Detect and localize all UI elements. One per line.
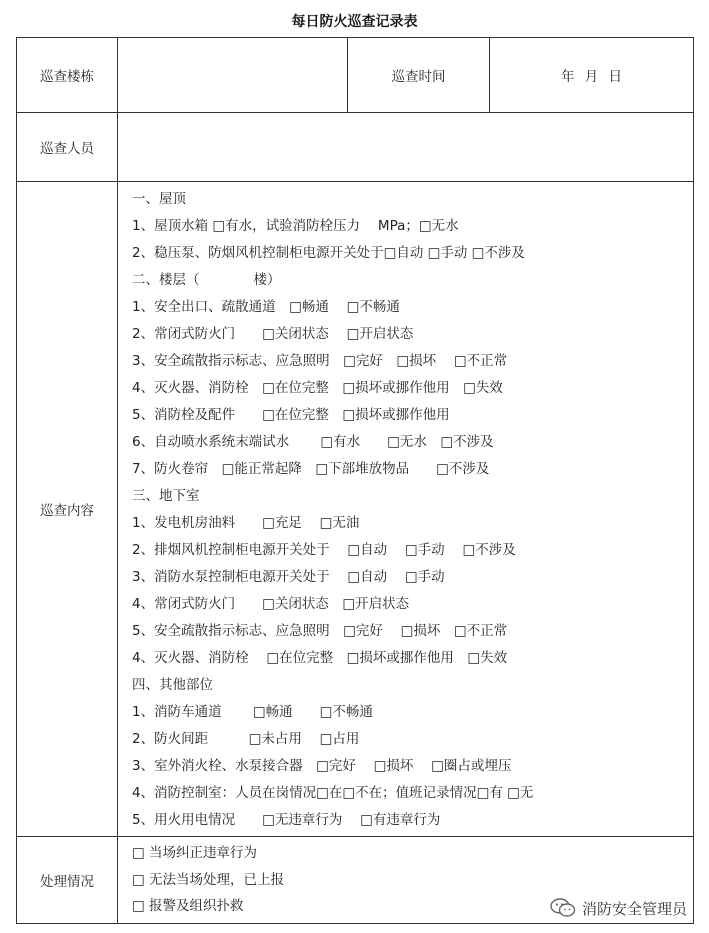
item-basement-fuel[interactable]: 1、发电机房油料 □充足 □无油 [132,515,360,531]
item-other-outdoor-hydrant[interactable]: 3、室外消火栓、水泵接合器 □完好 □损坏 □圈占或埋压 [132,758,512,774]
patrol-record-table [16,37,694,924]
building-value-field[interactable] [118,38,348,113]
handling-option-alarm[interactable]: □ 报警及组织扑救 [132,898,244,914]
item-other-control-room[interactable]: 4、消防控制室：人员在岗情况□在□不在；值班记录情况□有 □无 [132,785,534,801]
section-floor: 二、楼层（ 楼） [132,272,281,288]
section-basement: 三、地下室 [132,488,200,504]
person-value-field[interactable] [118,113,694,182]
date-day: 日 [608,69,623,85]
row-content [17,182,694,837]
content-label: 巡查内容 [17,182,118,837]
item-other-spacing[interactable]: 2、防火间距 □未占用 □占用 [132,731,360,747]
item-floor-door[interactable]: 2、常闭式防火门 □关闭状态 □开启状态 [132,326,414,342]
time-label: 巡查时间 [348,38,490,113]
person-label: 巡查人员 [17,113,118,182]
item-basement-extinguisher[interactable]: 4、灭火器、消防栓 □在位完整 □损坏或挪作他用 □失效 [132,650,508,666]
item-basement-signs[interactable]: 5、安全疏散指示标志、应急照明 □完好 □损坏 □不正常 [132,623,508,639]
date-field[interactable] [490,38,694,113]
section-other: 四、其他部位 [132,677,213,693]
handling-label: 处理情况 [17,837,118,924]
section-roof: 一、屋顶 [132,191,186,207]
document-title: 每日防火巡查记录表 [291,14,418,30]
wechat-logo-icon [550,898,576,918]
item-other-fire-electric[interactable]: 5、用火用电情况 □无违章行为 □有违章行为 [132,812,441,828]
item-floor-sprinkler[interactable]: 6、自动喷水系统末端试水 □有水 □无水 □不涉及 [132,434,494,450]
handling-option-report[interactable]: □ 无法当场处理，已上报 [132,871,285,888]
handling-option-correct[interactable]: □ 当场纠正违章行为 [132,845,258,861]
item-roof-pump[interactable]: 2、稳压泵、防烟风机控制柜电源开关处于□自动 □手动 □不涉及 [132,245,525,261]
item-floor-exit[interactable]: 1、安全出口、疏散通道 □畅通 □不畅通 [132,299,400,315]
row-building-time [17,38,694,113]
building-label: 巡查楼栋 [17,38,118,113]
date-month: 月 [584,69,599,85]
item-roof-tank[interactable]: 1、屋顶水箱 □有水，试验消防栓压力 MPa；□无水 [132,218,459,234]
item-floor-signs[interactable]: 3、安全疏散指示标志、应急照明 □完好 □损坏 □不正常 [132,353,508,369]
content-items [118,182,694,837]
item-basement-fan[interactable]: 2、排烟风机控制柜电源开关处于 □自动 □手动 □不涉及 [132,542,516,558]
row-person [17,113,694,182]
item-floor-hydrant[interactable]: 5、消防栓及配件 □在位完整 □损坏或挪作他用 [132,407,450,423]
watermark-text: 消防安全管理员 [581,899,687,918]
item-floor-extinguisher[interactable]: 4、灭火器、消防栓 □在位完整 □损坏或挪作他用 □失效 [132,380,503,396]
item-floor-shutter[interactable]: 7、防火卷帘 □能正常起降 □下部堆放物品 □不涉及 [132,461,490,477]
watermark [550,897,687,919]
item-basement-pump[interactable]: 3、消防水泵控制柜电源开关处于 □自动 □手动 [132,569,445,585]
item-other-access[interactable]: 1、消防车通道 □畅通 □不畅通 [132,704,373,720]
date-year: 年 [560,69,575,85]
item-basement-door[interactable]: 4、常闭式防火门 □关闭状态 □开启状态 [132,596,410,612]
